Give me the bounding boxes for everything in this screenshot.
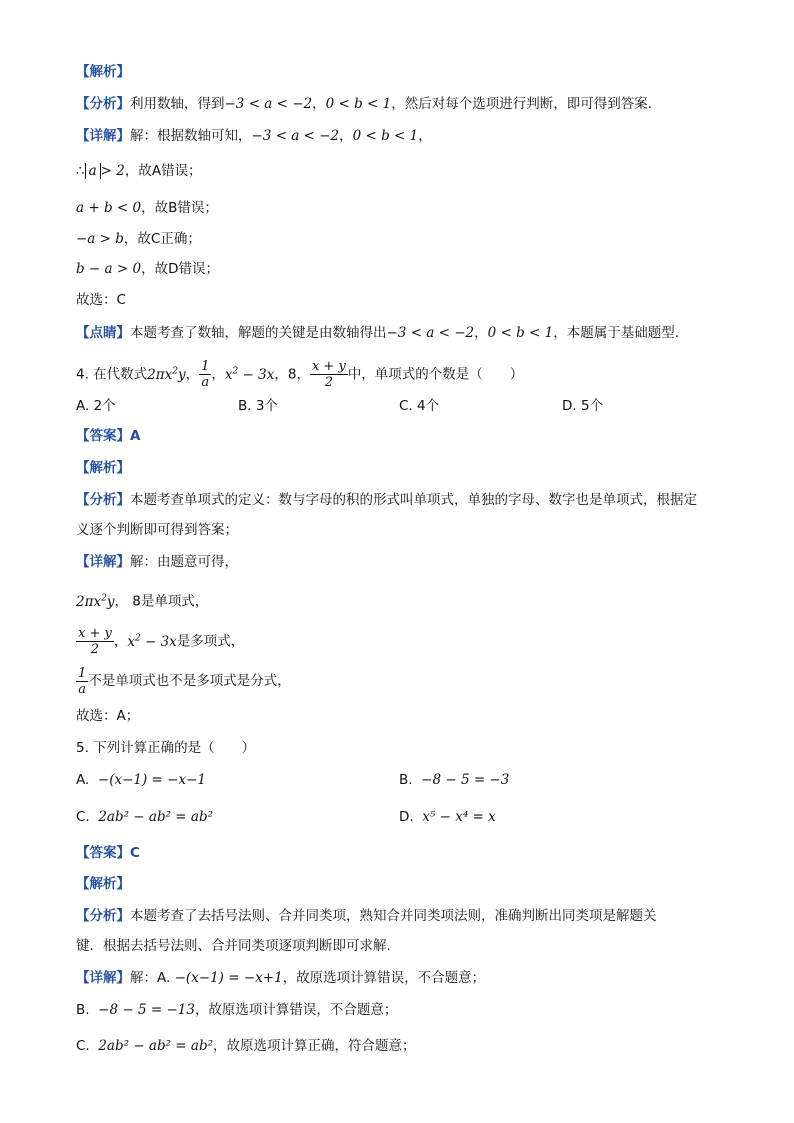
q3-analysis: 【分析】利用数轴，得到−3 < a < −2，0 < b < 1，然后对每个选项进行判断，即可得到答案．	[76, 96, 662, 112]
q5-detail-line-c: C. 2ab² − ab² = ab²，故原选项计算正确，符合题意；	[76, 1038, 416, 1054]
q3-line-option-d: b − a > 0，故D错误；	[76, 261, 219, 277]
q5-answer: 【答案】C	[76, 845, 140, 861]
q3-choose: 故选：C	[76, 292, 126, 308]
q3-detail: 【详解】解：根据数轴可知，−3 < a < −2，0 < b < 1，	[76, 128, 432, 144]
q3-line-option-c: −a > b，故C正确；	[76, 231, 201, 247]
detail-tag: 【详解】	[76, 128, 130, 144]
q3-line-option-a: ∴ a > 2，故A错误；	[76, 163, 202, 179]
q5-option-d: D. x⁵ − x⁴ = x	[399, 809, 496, 825]
q4-option-d: D. 5个	[562, 398, 604, 414]
q4-analysis-line-1: 【分析】本题考查单项式的定义：数与字母的积的形式叫单项式，单独的字母、数字也是单项式，根据定	[76, 492, 697, 508]
q5-analysis-line-1: 【分析】本题考查了去括号法则、合并同类项，熟知合并同类项法则，准确判断出同类项是解题关	[76, 908, 657, 924]
q4-stem: 4. 在代数式$2\pi x^2y$， $\frac{1}{a}$ ，$x^2 - 3x$，8， $\frac{x + y}{2}$ 中，单项式的个数是（ ）	[76, 359, 524, 390]
q4-choose: 故选：A；	[76, 708, 140, 724]
q5-stem: 5. 下列计算正确的是（ ）	[76, 740, 256, 756]
absolute-value: a	[85, 163, 101, 179]
q4-option-c: C. 4个	[399, 398, 440, 414]
fraction-1-over-a: $\frac{1}{a}$	[201, 359, 210, 390]
q5-jiexi-heading: 【解析】	[76, 876, 130, 892]
q4-option-a: A. 2个	[76, 398, 116, 414]
q5-detail-line-b: B. −8 − 5 = −13，故原选项计算错误，不合题意；	[76, 1002, 398, 1018]
q4-analysis-line-2: 义逐个判断即可得到答案；	[76, 522, 238, 538]
q3-jiexi-heading: 【解析】	[76, 64, 130, 80]
q3-line-option-b: a + b < 0，故B错误；	[76, 200, 218, 216]
q4-detail-line-3: $\frac{1}{a}$ 不是单项式也不是多项式是分式，	[78, 665, 291, 697]
q4-detail-line-2: $\frac{x + y}{2}$ ，$x^2 - 3x$是多项式，	[78, 626, 245, 657]
analysis-tag: 【分析】	[76, 96, 130, 112]
q5-option-b: B. −8 − 5 = −3	[399, 772, 510, 788]
q5-option-a: A. −(x−1) = −x−1	[76, 772, 206, 788]
q4-detail: 【详解】解：由题意可得，	[76, 554, 238, 570]
fraction-x-plus-y-over-2: $\frac{x + y}{2}$	[78, 626, 112, 657]
q5-analysis-line-2: 键．根据去括号法则、合并同类项逐项判断即可求解．	[76, 938, 400, 954]
q5-option-c: C. 2ab² − ab² = ab²	[76, 809, 213, 825]
remark-tag: 【点睛】	[76, 325, 130, 341]
q4-jiexi-heading: 【解析】	[76, 460, 130, 476]
fraction-x-plus-y-over-2: $\frac{x + y}{2}$	[311, 359, 346, 390]
q5-detail: 【详解】解：A. −(x−1) = −x+1，故原选项计算错误，不合题意；	[76, 970, 486, 986]
fraction-1-over-a: $\frac{1}{a}$	[78, 665, 87, 697]
q4-answer: 【答案】A	[76, 428, 141, 444]
q4-detail-line-1: $2\pi x^2y$， 8是单项式，	[76, 593, 209, 610]
q3-remark: 【点睛】本题考查了数轴，解题的关键是由数轴得出−3 < a < −2，0 < b < 1，本题属于基础题型．	[76, 325, 689, 341]
q4-option-b: B. 3个	[238, 398, 278, 414]
